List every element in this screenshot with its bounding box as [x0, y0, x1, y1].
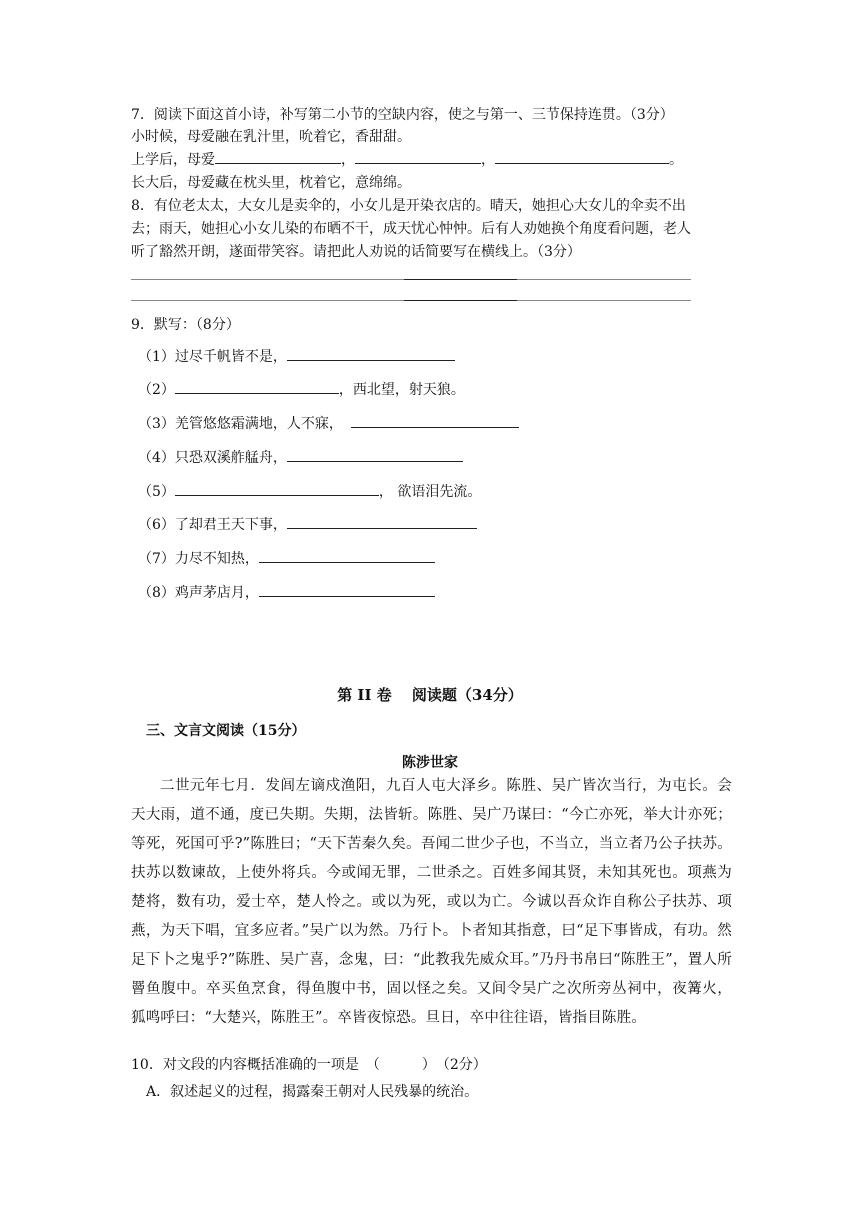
q9-item-number: （1）: [138, 349, 175, 365]
q9-item-5: [138, 481, 481, 503]
q7-comma-2: ，: [481, 152, 495, 168]
q9-blank[interactable]: [259, 582, 435, 597]
q9-item-text: ， 欲语泪先流。: [378, 484, 482, 500]
q8-line3: 听了豁然开朗，遂面带笑容。请把此人劝说的话简要写在横线上。（3分）: [131, 244, 581, 260]
article-title: 陈涉世家: [402, 755, 458, 771]
q9-item-3: [138, 413, 519, 435]
q9-item-6: [138, 514, 477, 536]
q9-item-text: 了却君王天下事，: [174, 517, 287, 533]
q9-blank[interactable]: [175, 379, 339, 394]
q8-line1: 8．有位老太太，大女儿是卖伞的，小女儿是开染衣店的。晴天，她担心大女儿的伞卖不出: [131, 198, 686, 214]
q9-blank[interactable]: [259, 548, 435, 563]
q7-line2-prefix: 上学后，母爱: [131, 152, 215, 168]
q9-item-number: （7）: [138, 551, 175, 567]
q7-prompt: 7．阅读下面这首小诗，补写第二小节的空缺内容，使之与第一、三节保持连贯。（3分）: [131, 107, 674, 123]
q9-heading: 9．默写：（8分）: [131, 317, 240, 333]
q9-item-4: [138, 447, 463, 469]
q9-item-number: （8）: [138, 585, 175, 601]
q9-blank[interactable]: [175, 481, 379, 496]
q9-item-number: （4）: [138, 450, 175, 466]
q9-blank[interactable]: [287, 447, 463, 462]
q10-option-a[interactable]: A．叙述起义的过程，揭露秦王朝对人民残暴的统治。: [146, 1084, 479, 1100]
section3-heading: 三、文言文阅读（15分）: [146, 723, 306, 739]
q7-blank-2[interactable]: [355, 149, 481, 164]
q9-item-text: 羌管悠悠霜满地，人不寐，: [174, 416, 343, 432]
q8-answer-line-1[interactable]: [131, 279, 691, 280]
q9-blank[interactable]: [287, 514, 477, 529]
q9-item-7: [138, 548, 435, 570]
q9-blank[interactable]: [351, 413, 519, 428]
q7-blank-3[interactable]: [495, 149, 669, 164]
q7-period: 。: [669, 152, 683, 168]
classical-passage: 二世元年七月．发闾左谪戍渔阳，九百人屯大泽乡。陈胜、吴广皆次当行，为屯长。会天大雨，道不通，度已失期。失期，法皆斩。陈胜、吴广乃谋曰：“今亡亦死，举大计亦死；等死，死国可乎?”陈胜曰；“天下苦秦久矣。吾闻二世少子也，不当立，当立者乃公子扶苏。扶苏以数谏故，上使外将兵。今或闻无罪，二世杀之。百姓多闻其贤，未知其死也。项燕为楚将，数有功，爱士卒，楚人怜之。或以为死，或以为亡。今诚以吾众诈自称公子扶苏、项燕，为天下唱，宜多应者。”吴广以为然。乃行卜。卜者知其指意，曰“足下事皆成，有功。然足下卜之鬼乎?”陈胜、吴广喜，念鬼，曰：“此教我先威众耳。”乃丹书帛曰“陈胜王”，置人所罾鱼腹中。卒买鱼烹食，得鱼腹中书，固以怪之矣。又间令吴广之次所旁丛祠中，夜篝火，狐鸣呼曰：“大楚兴，陈胜王”。卒皆夜惊恐。旦日，卒中往往语，皆指目陈胜。: [131, 778, 732, 1026]
q9-item-number: （6）: [138, 517, 175, 533]
q9-item-text: 鸡声茅店月，: [174, 585, 259, 601]
part2-title: 第 II 卷 阅读题（34分）: [337, 686, 523, 704]
q10-stem: 10．对文段的内容概括准确的一项是 （ ） （2分）: [131, 1057, 487, 1073]
q9-item-1: [138, 346, 455, 368]
q9-item-text: 过尽千帆皆不是，: [174, 349, 287, 365]
q7-poem-line2: [131, 149, 683, 171]
q7-poem-line3: 长大后，母爱藏在枕头里，枕着它，意绵绵。: [131, 175, 411, 191]
q9-blank[interactable]: [287, 346, 455, 361]
q9-item-text: 力尽不知热，: [174, 551, 259, 567]
q7-blank-1[interactable]: [215, 149, 341, 164]
q8-answer-line-2[interactable]: [131, 300, 691, 301]
q9-item-number: （5）: [138, 484, 175, 500]
q9-item-8: [138, 582, 435, 604]
q9-item-text: 只恐双溪舴艋舟，: [174, 450, 287, 466]
q9-item-number: （3）: [138, 416, 175, 432]
q8-line2: 去；雨天，她担心小女儿染的布晒不干，成天忧心忡忡。后有人劝她换个角度看问题，老人: [131, 221, 691, 237]
q9-item-2: [138, 379, 465, 401]
q9-item-number: （2）: [138, 382, 175, 398]
q9-item-text: ，西北望，射天狼。: [338, 382, 465, 398]
q7-poem-line1: 小时候，母爱融在乳汁里，吮着它，香甜甜。: [131, 129, 411, 145]
q7-comma-1: ，: [341, 152, 355, 168]
